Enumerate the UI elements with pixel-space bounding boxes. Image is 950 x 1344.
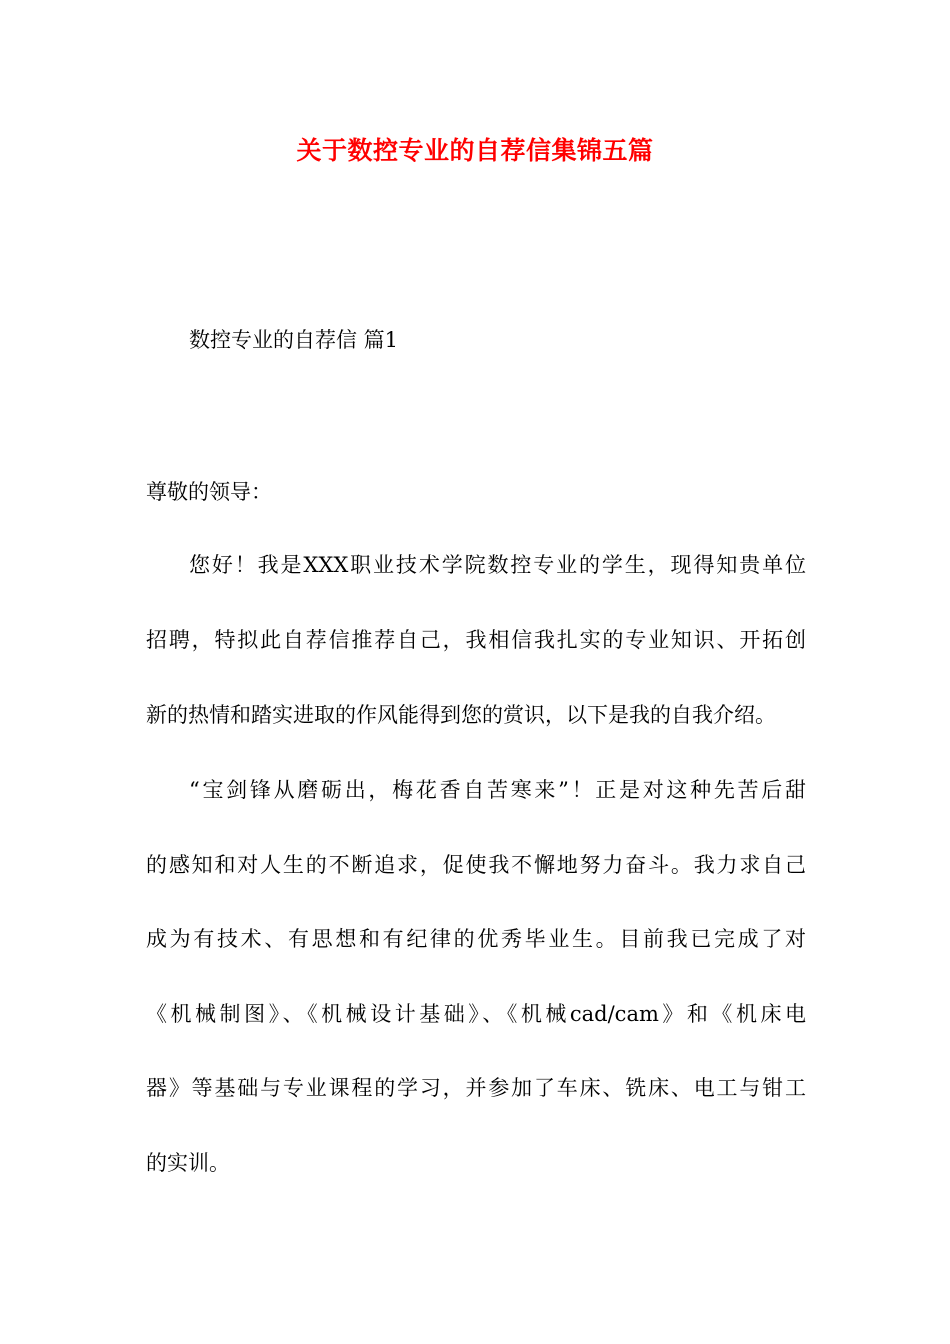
document-title: 关于数控专业的自荐信集锦五篇	[296, 136, 654, 165]
paragraph-1-line-1: 您好！我是XXX职业技术学院数控专业的学生，现得知贵单位	[189, 553, 806, 577]
salutation: 尊敬的领导：	[146, 480, 272, 504]
paragraph-2-line-4: 《机械制图》、《机械设计基础》、《机械cad/cam》和《机床电	[146, 1002, 806, 1026]
paragraph-2-line-1: “宝剑锋从磨砺出，梅花香自苦寒来”！正是对这种先苦后甜	[189, 778, 806, 802]
paragraph-2-line-3: 成为有技术、有思想和有纪律的优秀毕业生。目前我已完成了对	[146, 927, 806, 951]
paragraph-1-line-2: 招聘，特拟此自荐信推荐自己，我相信我扎实的专业知识、开拓创	[146, 628, 806, 652]
paragraph-2-line-2: 的感知和对人生的不断追求，促使我不懈地努力奋斗。我力求自己	[146, 853, 806, 877]
paragraph-1-line-3: 新的热情和踏实进取的作风能得到您的赏识，以下是我的自我介绍。	[146, 703, 776, 727]
section-heading: 数控专业的自荐信 篇1	[189, 328, 399, 352]
paragraph-2-line-5: 器》等基础与专业课程的学习，并参加了车床、铣床、电工与钳工	[146, 1076, 806, 1100]
paragraph-2-line-6: 的实训。	[146, 1151, 230, 1175]
